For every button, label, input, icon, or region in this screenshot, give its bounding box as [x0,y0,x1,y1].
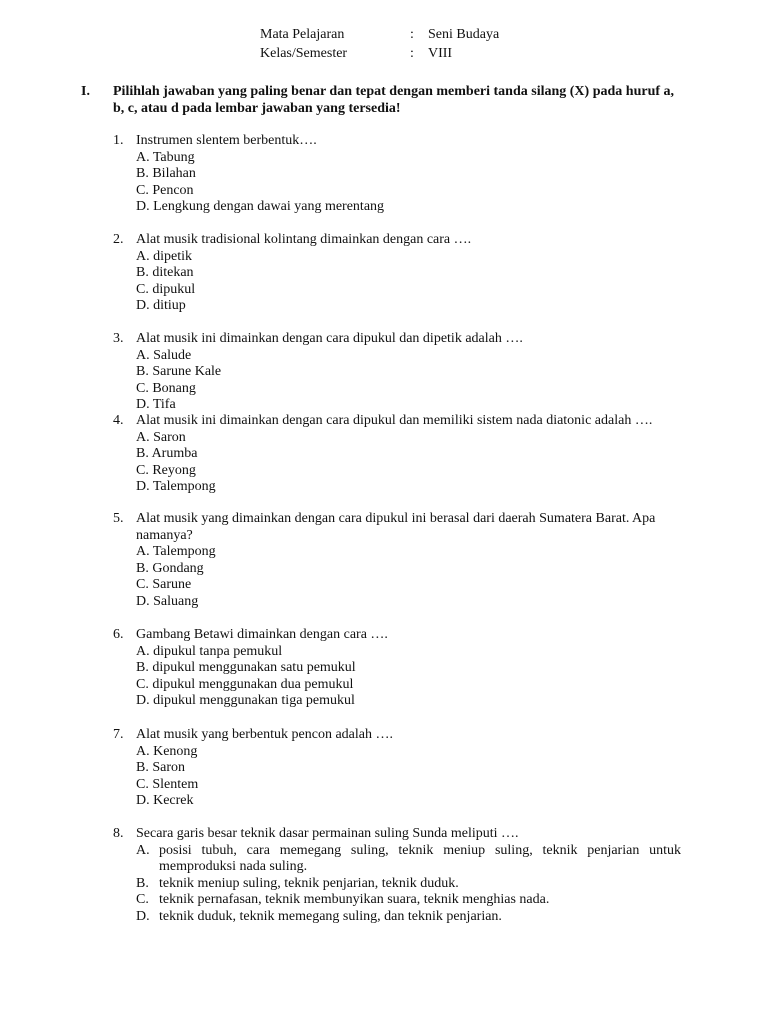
question-4 [113,413,681,496]
option-text: posisi tubuh, cara memegang suling, teknik meniup suling, teknik penjarian untuk memproduksi nada suling. [159,842,681,874]
option-letter: D. [136,908,150,924]
option-letter: A. [136,842,150,858]
option-b: B. Saron [136,760,185,775]
subject-colon: : [410,27,414,42]
option-c: C. Bonang [136,380,196,396]
class-colon: : [410,46,414,61]
subject-label: Mata Pelajaran [260,27,345,42]
option-d [136,909,681,926]
option-a: A. Kenong [136,743,198,759]
option-a [136,843,681,876]
question-3 [113,331,681,414]
option-letter: B. [136,875,149,891]
option-d: D. Talempong [136,479,216,494]
question-text: Alat musik yang dimainkan dengan cara dipukul ini berasal dari daerah Sumatera Barat. Apa namanya? [136,511,656,543]
question-text: Alat musik tradisional kolintang dimainkan dengan cara …. [136,232,472,247]
question-1 [113,133,681,216]
question-number: 8. [113,826,124,841]
option-d: D. dipukul menggunakan tiga pemukul [136,693,355,708]
option-c: C. Reyong [136,462,196,478]
question-5 [113,511,681,610]
option-c: C. Pencon [136,182,194,198]
option-b: B. dipukul menggunakan satu pemukul [136,660,356,675]
question-text: Alat musik ini dimainkan dengan cara dipukul dan memiliki sistem nada diatonic adalah …. [136,413,653,428]
option-a: A. Talempong [136,544,216,559]
question-text: Alat musik yang berbentuk pencon adalah …. [136,727,393,742]
option-d: D. Saluang [136,593,199,609]
option-d: D. Tifa [136,397,176,412]
option-c: C. dipukul menggunakan dua pemukul [136,676,354,692]
option-b: B. ditekan [136,265,194,280]
question-text: Alat musik ini dimainkan dengan cara dipukul dan dipetik adalah …. [136,331,523,346]
question-number: 3. [113,331,124,346]
question-text: Instrumen slentem berbentuk…. [136,133,317,148]
option-a: A. Salude [136,347,192,363]
option-a: A. Saron [136,429,186,445]
question-text: Gambang Betawi dimainkan dengan cara …. [136,627,388,642]
question-8 [113,826,681,925]
option-d: D. Lengkung dengan dawai yang merentang [136,199,385,214]
option-d: D. Kecrek [136,793,194,808]
option-letter: C. [136,892,149,907]
question-2 [113,232,681,315]
option-b [136,876,681,893]
subject-value: Seni Budaya [428,27,500,42]
option-a: A. dipukul tanpa pemukul [136,643,283,659]
option-text: teknik pernafasan, teknik membunyikan suara, teknik menghias nada. [159,892,550,907]
class-value: VIII [428,46,453,61]
instruction-text: Pilihlah jawaban yang paling benar dan tepat dengan memberi tanda silang (X) pada huruf a, b, c, atau d pada lembar jawaban yang tersedia! [113,84,675,116]
option-c [136,892,681,909]
section-number: I. [81,84,90,99]
option-b: B. Arumba [136,446,198,461]
question-number: 5. [113,511,124,526]
option-a: A. Tabung [136,149,195,165]
question-number: 7. [113,727,124,742]
option-b: B. Sarune Kale [136,364,222,379]
question-6 [113,627,681,710]
option-c: C. Slentem [136,776,199,792]
question-number: 1. [113,133,124,148]
option-c: C. dipukul [136,281,196,297]
option-text: teknik duduk, teknik memegang suling, dan teknik penjarian. [159,908,502,924]
option-text: teknik meniup suling, teknik penjarian, teknik duduk. [159,875,459,891]
question-text: Secara garis besar teknik dasar permainan suling Sunda meliputi …. [136,826,519,841]
class-label: Kelas/Semester [260,46,348,61]
question-7 [113,727,681,810]
option-c: C. Sarune [136,577,192,592]
option-a: A. dipetik [136,248,192,264]
option-d: D. ditiup [136,298,186,313]
option-b: B. Gondang [136,560,204,576]
option-b: B. Bilahan [136,166,196,181]
question-number: 6. [113,627,124,642]
question-number: 4. [113,413,124,428]
question-number: 2. [113,232,124,247]
